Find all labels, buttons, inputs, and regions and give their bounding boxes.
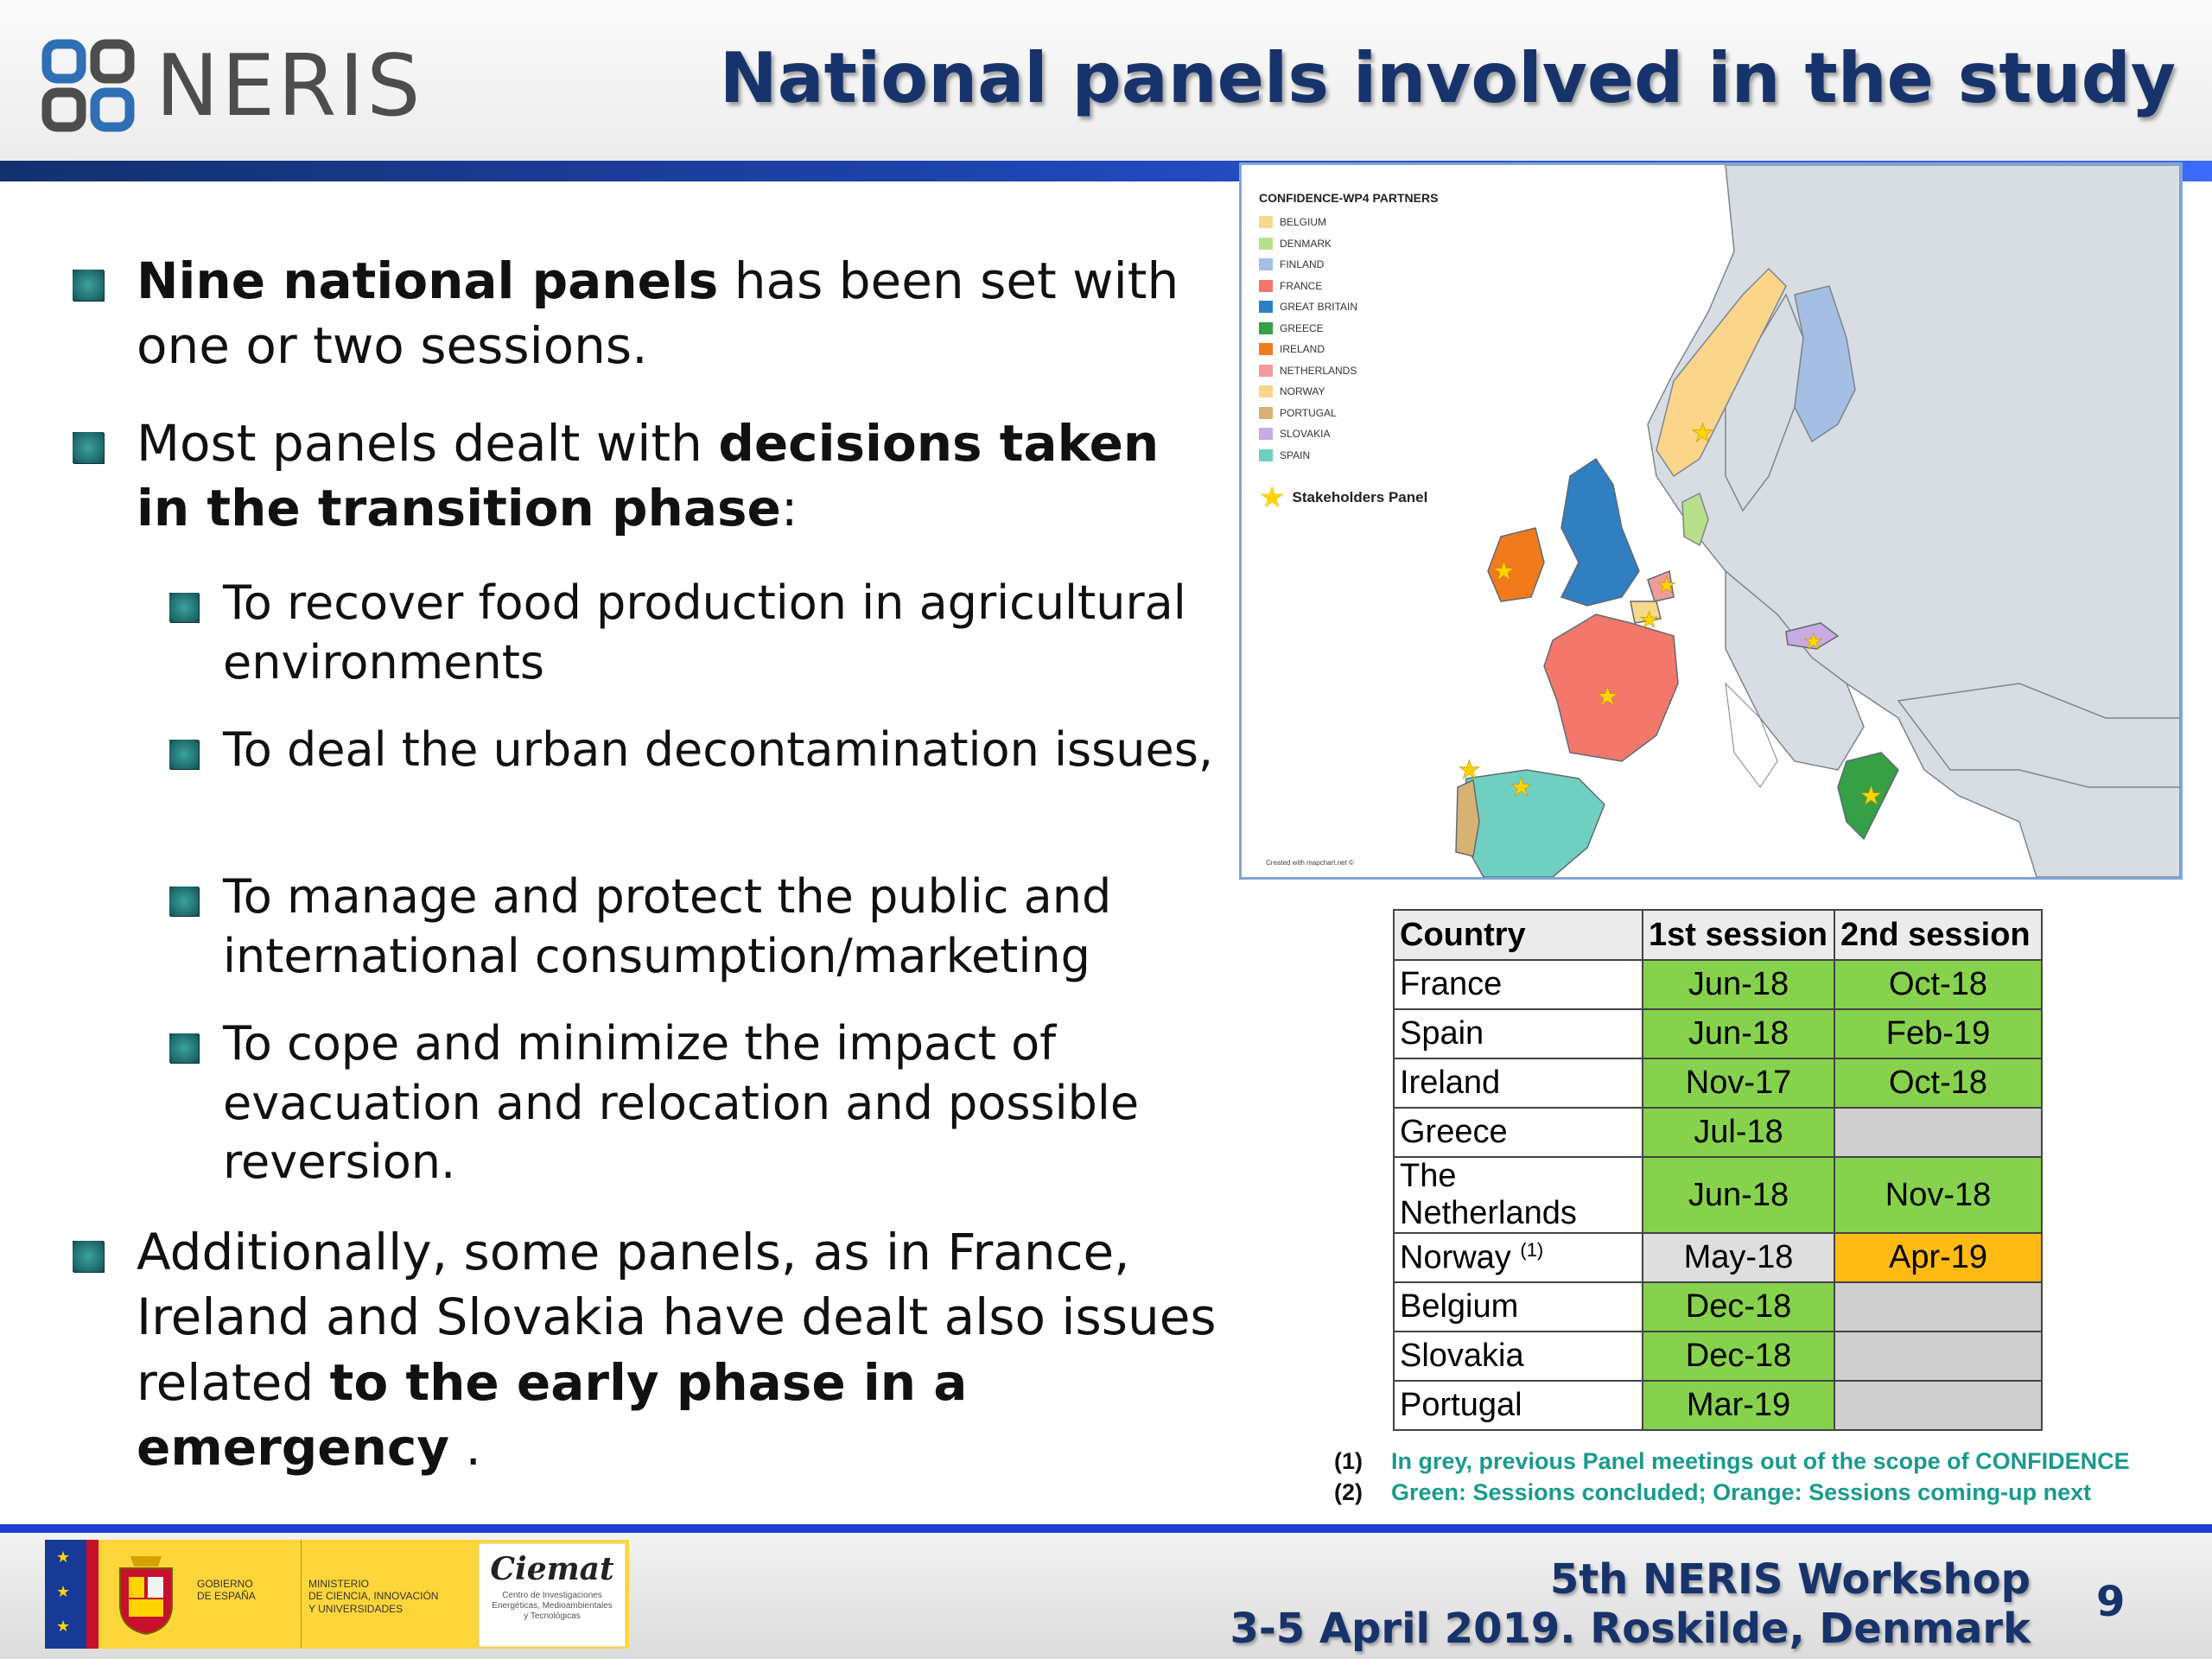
map-credit: Created with mapchart.net © (1266, 859, 1354, 867)
legend-label: PORTUGAL (1280, 406, 1337, 419)
footnote-2 (1334, 1479, 2091, 1506)
legend-swatch (1259, 407, 1273, 419)
first-session-cell: Jun-18 (1643, 960, 1834, 1009)
sub-bullet-food-production (223, 574, 1225, 692)
table-row (1394, 1058, 2042, 1108)
bullet-text: Additionally, some panels, as in France, Ireland and Slovakia have dealt also issues related (137, 1223, 1217, 1412)
legend-swatch (1259, 365, 1273, 377)
bullet-nine-panels (137, 249, 1225, 379)
stakeholder-star-icon: ★ (1492, 557, 1516, 586)
legend-label: FINLAND (1280, 258, 1325, 271)
coat-of-arms-icon (99, 1540, 194, 1649)
footnote-marker: (1) (1520, 1238, 1544, 1261)
stakeholders-legend (1259, 483, 1438, 512)
legend-item (1259, 296, 1438, 318)
bullet-text-bold: Nine national panels (137, 251, 719, 310)
country-cell (1394, 1108, 1643, 1157)
first-session-cell: May-18 (1643, 1233, 1834, 1282)
neris-logo-icon (41, 39, 137, 134)
neris-logo (41, 35, 423, 138)
sub-bullet-urban-decontamination (223, 721, 1225, 780)
country-cell (1394, 1009, 1643, 1058)
ciemat-name: Ciemat (490, 1551, 614, 1587)
footnote-text: In grey, previous Panel meetings out of the scope of CONFIDENCE (1391, 1448, 2130, 1474)
legend-item (1259, 360, 1438, 382)
country-name: Norway (1400, 1239, 1511, 1276)
country-name: The Netherlands (1400, 1158, 1577, 1231)
first-session-cell: Mar-19 (1643, 1381, 1834, 1430)
bullet-text: has been set with one or two sessions. (137, 251, 1179, 376)
country-name: France (1400, 966, 1503, 1002)
bullet-early-phase (137, 1220, 1225, 1481)
legend-label: GREECE (1280, 321, 1324, 334)
page-number: 9 (2096, 1578, 2126, 1626)
first-session-cell: Dec-18 (1643, 1332, 1834, 1381)
legend-swatch (1259, 343, 1273, 355)
table-header-row (1394, 910, 2042, 960)
table-row (1394, 1108, 2042, 1157)
legend-label: SLOVAKIA (1280, 428, 1331, 441)
legend-item (1259, 445, 1438, 467)
stakeholder-star-icon: ★ (1803, 628, 1824, 654)
sub-bullet-evacuation (223, 1014, 1225, 1192)
ciemat-logo (479, 1543, 626, 1647)
sessions-table (1393, 909, 2043, 1431)
eu-flag-icon: ★ ★ ★ (45, 1540, 86, 1649)
bullet-square-icon (73, 270, 104, 301)
legend-swatch (1259, 258, 1273, 270)
legend-item (1259, 423, 1438, 445)
country-cell (1394, 1282, 1643, 1332)
first-session-cell: Nov-17 (1643, 1058, 1834, 1108)
slide-title: National panels involved in the study (719, 38, 2176, 118)
legend-label: DENMARK (1280, 237, 1332, 250)
second-session-cell: Oct-18 (1834, 960, 2042, 1009)
table-row (1394, 1381, 2042, 1430)
government-label: GOBIERNO DE ESPAÑA (197, 1578, 256, 1603)
footnote-text: Green: Sessions concluded; Orange: Sessions coming-up next (1391, 1479, 2092, 1505)
country-cell (1394, 1233, 1643, 1282)
country-cell (1394, 1157, 1643, 1233)
first-session-cell: Jul-18 (1643, 1108, 1834, 1157)
country-name: Greece (1400, 1114, 1508, 1150)
workshop-name: 5th NERIS Workshop (1549, 1555, 2031, 1604)
stakeholder-star-icon: ★ (1639, 607, 1660, 632)
europe-partner-map (1239, 162, 2183, 880)
footnote-number: (1) (1334, 1448, 1363, 1474)
legend-item (1259, 276, 1438, 297)
table-row (1394, 1282, 2042, 1332)
second-session-cell: Apr-19 (1834, 1233, 2042, 1282)
spain-flag-stripe (86, 1540, 99, 1649)
second-session-cell: Oct-18 (1834, 1058, 2042, 1108)
sub-bullet-square-icon (169, 887, 199, 916)
table-row (1394, 1009, 2042, 1058)
legend-label: BELGIUM (1280, 216, 1327, 229)
logo-text: NERIS (156, 37, 423, 136)
second-session-cell (1834, 1108, 2042, 1157)
bullet-text: : (780, 479, 798, 538)
stakeholders-label: Stakeholders Panel (1292, 489, 1428, 505)
second-session-cell: Feb-19 (1834, 1009, 2042, 1058)
second-session-cell (1834, 1282, 2042, 1332)
legend-item (1259, 233, 1438, 255)
slide-header (0, 0, 2212, 162)
column-header-country: Country (1394, 910, 1643, 960)
legend-swatch (1259, 428, 1273, 440)
country-name: Slovakia (1400, 1338, 1524, 1374)
bullet-square-icon (73, 432, 104, 463)
legend-swatch (1259, 280, 1273, 292)
sub-bullet-consumption (223, 868, 1225, 986)
legend-item (1259, 318, 1438, 340)
footer-divider (0, 1524, 2212, 1533)
second-session-cell: Nov-18 (1834, 1157, 2042, 1233)
legend-item (1259, 381, 1438, 403)
legend-label: SPAIN (1280, 448, 1311, 461)
table-row (1394, 1332, 2042, 1381)
legend-item (1259, 212, 1438, 233)
legend-item (1259, 403, 1438, 424)
country-name: Spain (1400, 1015, 1484, 1052)
first-session-cell: Jun-18 (1643, 1009, 1834, 1058)
footnote-1 (1334, 1448, 2130, 1475)
bullet-square-icon (73, 1241, 104, 1272)
sub-bullet-square-icon (169, 593, 199, 622)
stakeholder-star-icon: ★ (1596, 683, 1619, 711)
country-cell (1394, 1332, 1643, 1381)
country-name: Belgium (1400, 1288, 1519, 1325)
legend-item (1259, 339, 1438, 360)
bullet-transition-phase (137, 411, 1225, 542)
legend-item (1259, 254, 1438, 276)
map-legend (1259, 191, 1438, 512)
footnote-number: (2) (1334, 1479, 1363, 1505)
column-header-first-session: 1st session (1643, 910, 1834, 960)
second-session-cell (1834, 1332, 2042, 1381)
second-session-cell (1834, 1381, 2042, 1430)
legend-label: GREAT BRITAIN (1280, 301, 1358, 314)
stakeholder-star-icon: ★ (1458, 756, 1481, 785)
sub-bullet-square-icon (169, 740, 199, 769)
legend-label: NETHERLANDS (1280, 364, 1357, 377)
legend-swatch (1259, 238, 1273, 250)
country-name: Ireland (1400, 1065, 1501, 1101)
legend-label: IRELAND (1280, 343, 1325, 356)
country-cell (1394, 1381, 1643, 1430)
legend-swatch (1259, 322, 1273, 334)
bullet-text: . (449, 1418, 481, 1478)
legend-swatch (1259, 449, 1273, 461)
legend-swatch (1259, 385, 1273, 397)
first-session-cell: Jun-18 (1643, 1157, 1834, 1233)
legend-label: FRANCE (1280, 279, 1323, 292)
sub-bullet-square-icon (169, 1033, 199, 1063)
bullet-text: To recover food production in agricultural environments (223, 575, 1186, 690)
bullet-text-bold: to the early phase in a emergency (137, 1352, 968, 1478)
legend-swatch (1259, 216, 1273, 228)
ciemat-subtitle: Centro de Investigaciones Energéticas, Medioambientales y Tecnológicas (492, 1591, 613, 1621)
bullet-text: Most panels dealt with (137, 414, 719, 473)
workshop-date-location: 3-5 April 2019. Roskilde, Denmark (1230, 1604, 2031, 1653)
workshop-info (1230, 1555, 2031, 1653)
bullet-text: To cope and minimize the impact of evacuation and relocation and possible reversion. (223, 1016, 1140, 1190)
table-row (1394, 960, 2042, 1009)
legend-label: NORWAY (1280, 385, 1325, 398)
bullet-text: To manage and protect the public and international consumption/marketing (223, 869, 1112, 983)
bullet-text: To deal the urban decontamination issues, (223, 722, 1213, 777)
country-name: Portugal (1400, 1387, 1522, 1423)
table-row (1394, 1157, 2042, 1233)
column-header-second-session: 2nd session (1834, 910, 2042, 960)
ministry-label: MINISTERIO DE CIENCIA, INNOVACIÓN Y UNIVERSIDADES (301, 1540, 490, 1649)
legend-swatch (1259, 301, 1273, 313)
bullet-text-bold: decisions taken in the transition phase (137, 414, 1160, 538)
stakeholder-star-icon: ★ (1510, 773, 1533, 802)
star-icon: ★ (1259, 481, 1286, 514)
first-session-cell: Dec-18 (1643, 1282, 1834, 1332)
table-row (1394, 1233, 2042, 1282)
country-cell (1394, 1058, 1643, 1108)
stakeholder-star-icon: ★ (1656, 572, 1677, 598)
country-cell (1394, 960, 1643, 1009)
map-legend-title: CONFIDENCE-WP4 PARTNERS (1259, 191, 1439, 205)
stakeholder-star-icon: ★ (1859, 782, 1883, 810)
stakeholder-star-icon: ★ (1691, 419, 1714, 448)
